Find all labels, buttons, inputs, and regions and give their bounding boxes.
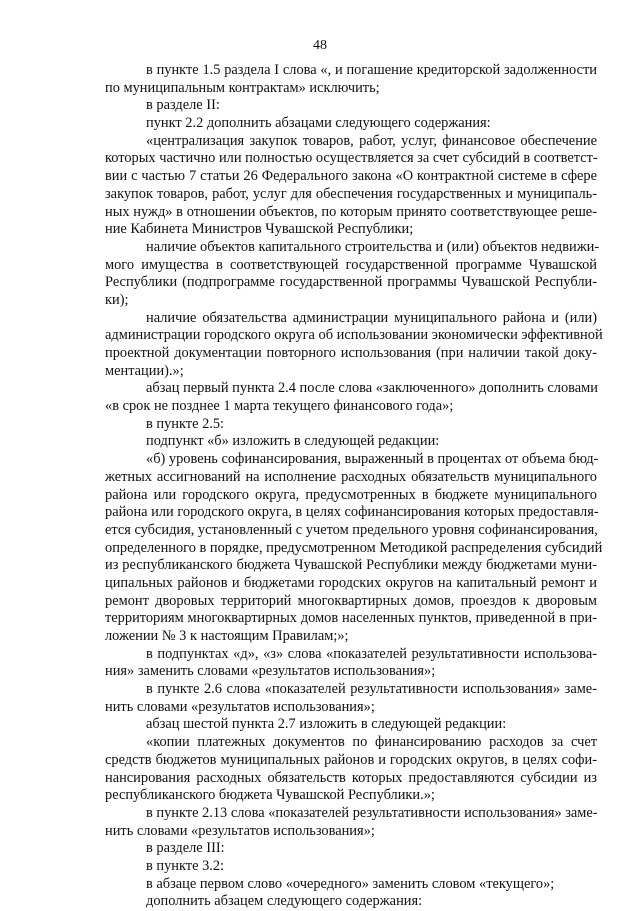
text-line: ных нужд» в отношении объектов, по которым принято соответствующее реше- xyxy=(105,203,597,220)
text-line: в пункте 2.13 слова «показателей результативности использования» заме- xyxy=(146,804,598,821)
text-line: проектной документации повторного использования (при наличии такой доку- xyxy=(105,345,597,361)
text-line: закупок товаров, работ, услуг для обеспечения государственных и муниципаль- xyxy=(105,185,597,202)
text-line: ремонт дворовых территорий многоквартирных домов, проездов к дворовым xyxy=(105,592,597,609)
text-line: ки); xyxy=(105,291,129,308)
text-line: определенного в порядке, предусмотренном Методикой распределения субсидий xyxy=(105,539,603,556)
text-line: нансирования расходных обязательств которых предоставляются субсидии из xyxy=(105,769,597,786)
text-line: в пункте 3.2: xyxy=(146,857,225,874)
text-line: «копии платежных документов по финансированию расходов за счет xyxy=(146,734,597,751)
text-line: в подпунктах «д», «з» слова «показателей результативности использова- xyxy=(146,645,597,662)
text-line: района или городского округа, в целях софинансирования которых предоставля- xyxy=(105,504,599,521)
text-line: подпункт «б» изложить в следующей редакции: xyxy=(146,433,440,450)
text-line: «б) уровень софинансирования, выраженный в процентах от объема бюд- xyxy=(146,451,599,468)
document-body xyxy=(105,62,603,911)
text-line: дополнить абзацем следующего содержания: xyxy=(146,893,423,910)
text-line: наличие обязательства администрации муниципального района и (или) xyxy=(146,309,597,326)
text-line: территориям многоквартирных домов населенных пунктов, приведенной в при- xyxy=(105,610,597,627)
text-line: средств бюджетов муниципальных районов и городских округов, в целях софи- xyxy=(105,751,597,768)
text-line: Республики (подпрограмме государственной программы Чувашской Республи- xyxy=(105,274,597,291)
text-line: в пункте 2.6 слова «показателей результативности использования» заме- xyxy=(146,681,597,698)
text-line: в пункте 1.5 раздела I слова «, и погашение кредиторской задолженности xyxy=(146,62,597,78)
text-line: абзац шестой пункта 2.7 изложить в следующей редакции: xyxy=(146,716,507,733)
text-line: ципальных районов и бюджетами городских округов на капитальный ремонт и xyxy=(105,574,597,591)
text-line: ется субсидия, установленный с учетом предельного уровня софинансирования, xyxy=(105,521,598,538)
text-line: мого имущества в соответствующей государственной программе Чувашской xyxy=(105,256,597,273)
text-line: «централизация закупок товаров, работ, услуг, финансовое обеспечение xyxy=(146,132,597,149)
text-line: нить словами «результатов использования»; xyxy=(105,822,375,839)
text-line: республиканского бюджета Чувашской Республики.»; xyxy=(105,787,435,804)
text-line: ние Кабинета Министров Чувашской Республики; xyxy=(105,221,414,238)
text-line: ния» заменить словами «результатов использования»; xyxy=(105,663,436,680)
text-line: по муниципальным контрактам» исключить; xyxy=(105,79,380,96)
text-line: которых частично или полностью осуществляется за счет субсидий в соответст- xyxy=(105,150,598,167)
page-number: 48 xyxy=(313,38,327,53)
text-line: жетных ассигнований на исполнение расходных обязательств муниципального xyxy=(105,468,597,485)
text-line: абзац первый пункта 2.4 после слова «заключенного» дополнить словами xyxy=(146,380,598,397)
text-line: администрации городского округа об использовании экономически эффективной xyxy=(105,327,603,344)
text-line: в абзаце первом слово «очередного» заменить словом «текущего»; xyxy=(146,875,555,892)
text-line: «в срок не позднее 1 марта текущего финансового года»; xyxy=(105,398,454,415)
text-line: района или городского округа, предусмотренных в бюджете муниципального xyxy=(105,486,597,503)
text-line: из республиканского бюджета Чувашской Республики между бюджетами муни- xyxy=(105,557,597,574)
text-line: в разделе II: xyxy=(146,97,220,114)
text-line: нить словами «результатов использования»; xyxy=(105,698,375,715)
text-line: ментации).»; xyxy=(105,362,184,379)
text-line: вии с частью 7 статьи 26 Федерального закона «О контрактной системе в сфере xyxy=(105,168,597,185)
text-line: в пункте 2.5: xyxy=(146,415,225,432)
text-line: пункт 2.2 дополнить абзацами следующего содержания: xyxy=(146,115,491,132)
text-line: наличие объектов капитального строительства и (или) объектов недвижи- xyxy=(146,238,600,255)
text-line: в разделе III: xyxy=(146,840,225,857)
text-line: ложении № 3 к настоящим Правилам;»; xyxy=(105,628,349,644)
